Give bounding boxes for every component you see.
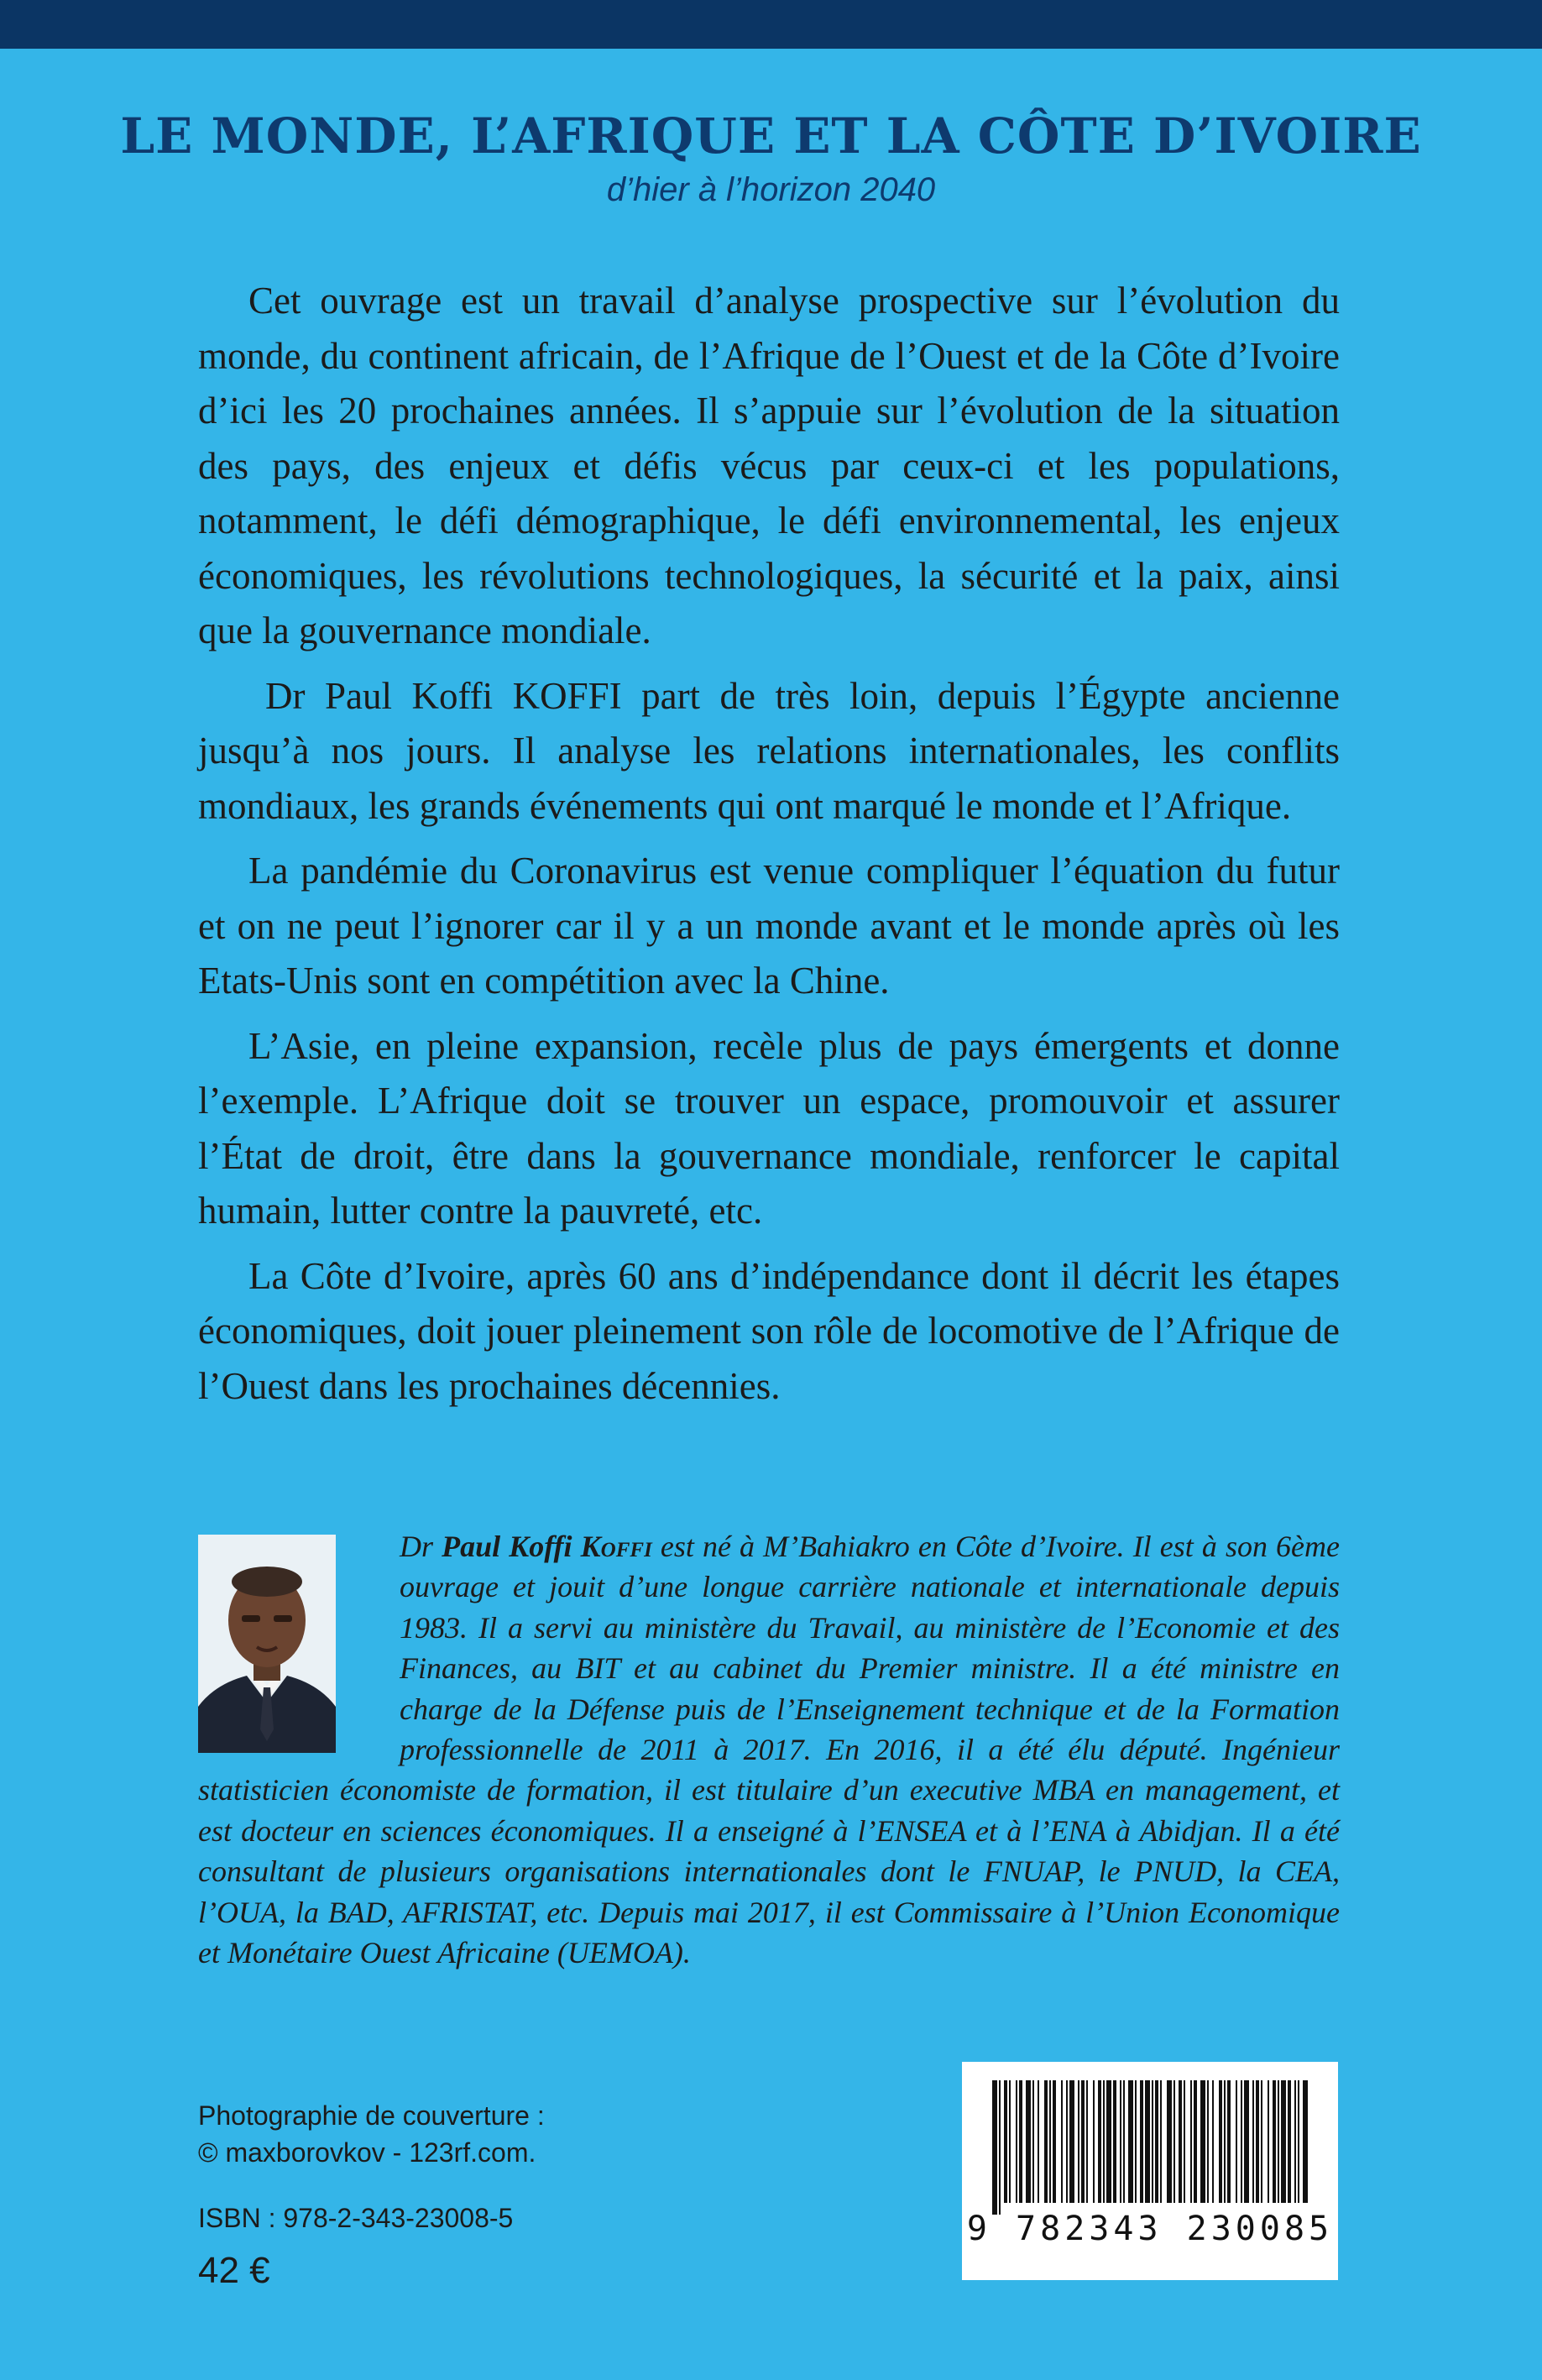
summary-paragraph: La Côte d’Ivoire, après 60 ans d’indépendance dont il décrit les étapes économiques, doit jouer pleinement son rôle de locomotive de l’Afrique de l’Ouest dans les prochaines décennies. xyxy=(198,1254,1340,1407)
author-name: Paul Koffi xyxy=(442,1530,572,1563)
price: 42 € xyxy=(198,2250,270,2291)
barcode-box xyxy=(962,2062,1338,2280)
bio-prefix: Dr xyxy=(400,1530,442,1563)
isbn: ISBN : 978-2-343-23008-5 xyxy=(198,2203,514,2233)
author-photo xyxy=(198,1535,336,1753)
book-title: LE MONDE, L’AFRIQUE ET LA CÔTE D’IVOIRE xyxy=(120,107,1422,165)
barcode-digits: 9 782343 230085 xyxy=(966,2210,1334,2248)
bio-text: est né à M’Bahiakro en Côte d’Ivoire. Il est à son 6ème ouvrage et jouit d’une longue carrière nationale et internationale depuis 1983. Il a servi au ministère du Travail, au ministère de l’Economie et des Finances, au BIT et au cabinet du Premier ministre. Il a été ministre en charge de la Défense puis de l’Enseignement technique et de la Formation professionnelle de 2011 à 2017. En 2016, il a été élu député. Ingénieur statisticien économiste de formation, il est titulaire d’un executive MBA en management, et est docteur en sciences économiques. Il a enseigné à l’ENSEA et à l’ENA à Abidjan. Il a été consultant de plusieurs organisations internationales dont le FNUAP, le PNUD, la CEA, l’OUA, la BAD, AFRISTAT, etc. Depuis mai 2017, il est Commissaire à l’Union Economique et Monétaire Ouest Africaine (UEMOA). xyxy=(198,1530,1341,1970)
summary-text xyxy=(198,274,1340,1424)
summary-paragraph: L’Asie, en pleine expansion, recèle plus de pays émergents et donne l’exemple. L’Afrique doit se trouver un espace, promouvoir et assurer l’État de droit, être dans la gouvernance mondiale, renforcer le capital humain, lutter contre la pauvreté, etc. xyxy=(198,1024,1340,1232)
summary-paragraph: La pandémie du Coronavirus est venue compliquer l’équation du futur et on ne peut l’ignorer car il y a un monde avant et le monde après où les Etats-Unis sont en compétition avec la Chine. xyxy=(198,850,1340,1002)
author-bio xyxy=(198,1526,1340,1973)
author-portrait-icon xyxy=(198,1535,336,1753)
summary-paragraph: Dr Paul Koffi KOFFI part de très loin, depuis l’Égypte ancienne jusqu’à nos jours. Il analyse les relations internationales, les conflits mondiaux, les grands événements qui ont marqué le monde et l’Afrique. xyxy=(198,674,1340,827)
photo-credit-source: © maxborovkov - 123rf.com. xyxy=(198,2137,536,2168)
author-surname: Koffi xyxy=(580,1530,652,1563)
summary-paragraph: Cet ouvrage est un travail d’analyse prospective sur l’évolution du monde, du continent africain, de l’Afrique de l’Ouest et de la Côte d’Ivoire d’ici les 20 prochaines années. Il s’appuie sur l’évolution de la situation des pays, des enjeux et défis vécus par ceux-ci et les populations, notamment, le défi démographique, le défi environnemental, les enjeux économiques, les révolutions technologiques, la sécurité et la paix, ainsi que la gouvernance mondiale. xyxy=(198,280,1340,651)
book-subtitle: d’hier à l’horizon 2040 xyxy=(606,171,936,208)
top-band xyxy=(0,0,1542,49)
photo-credit-label: Photographie de couverture : xyxy=(198,2100,545,2131)
barcode-icon xyxy=(962,2062,1338,2221)
